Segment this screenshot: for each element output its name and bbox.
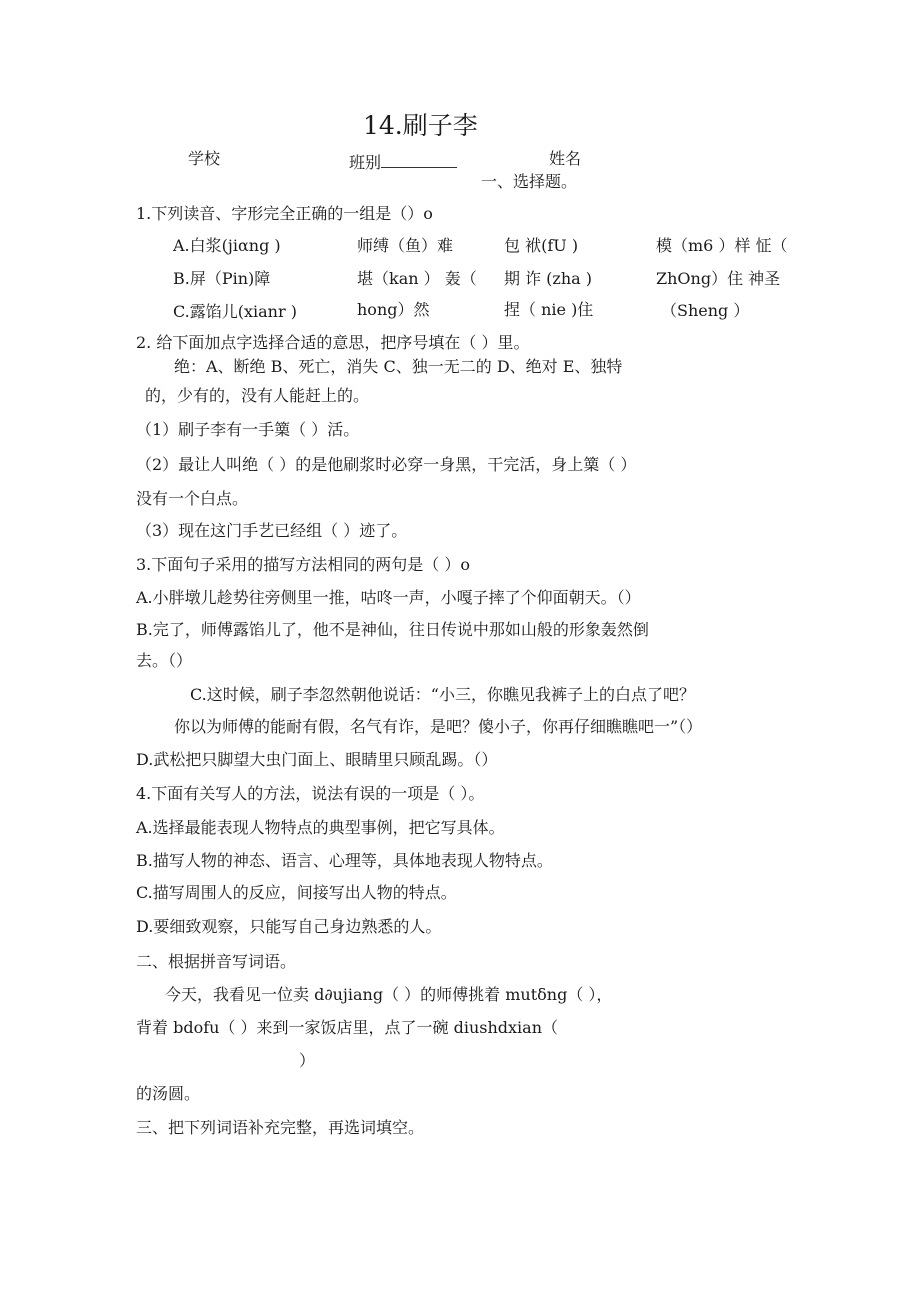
q4-option-a: A.选择最能表现人物特点的典型事例，把它写具体。 xyxy=(136,818,505,837)
q1-stem: 1.下列读音、字形完全正确的一组是（）o xyxy=(136,204,433,223)
q1-option-b-3: 期 诈 (zha ) xyxy=(504,269,593,288)
class-label xyxy=(349,153,457,173)
q1-option-c-1: C.露馅儿(xianr ) xyxy=(173,302,297,321)
q2-sentence-2a: （2）最让人叫绝（ ）的是他刷浆时必穿一身黑，干完活，身上篥（ ） xyxy=(136,455,637,474)
school-label: 学校 xyxy=(188,149,221,168)
section-2-paragraph-line-4: 的汤圆。 xyxy=(136,1084,201,1103)
q1-option-a-4: 模（m6 ）样 怔（ xyxy=(656,236,788,255)
q2-stem: 2. 给下面加点字选择合适的意思，把序号填在（ ）里。 xyxy=(136,333,530,352)
q2-definition-line-1: 绝：A、断绝 B、死亡，消失 C、独一无二的 D、绝对 E、独特 xyxy=(174,357,623,376)
q3-option-b-line-2: 去。（） xyxy=(136,651,193,670)
q3-option-b-line-1: B.完了，师傅露馅儿了，他不是神仙，往日传说中那如山般的形象轰然倒 xyxy=(136,620,649,639)
q1-option-c-2: hong）然 xyxy=(357,300,430,319)
page-title: 14.刷子李 xyxy=(363,111,478,140)
section-2-paragraph-line-3: ） xyxy=(299,1051,316,1070)
class-blank xyxy=(381,153,457,168)
q4-stem: 4.下面有关写人的方法，说法有误的一项是（ ）。 xyxy=(136,784,485,803)
section-2-paragraph-line-1: 今天，我看见一位卖 d∂ujiang（ ）的师傅挑着 mutδng（ ）， xyxy=(165,985,613,1004)
q3-option-a: A.小胖墩儿趁势往旁侧里一推，咕咚一声，小嘎子摔了个仰面朝天。（） xyxy=(136,588,641,607)
q3-option-c-line-2: 你以为师傅的能耐有假，名气有诈，是吧？傻小子，你再仔细瞧瞧吧一”（） xyxy=(174,717,703,736)
section-3-heading: 三、把下列词语补充完整，再选词填空。 xyxy=(136,1118,425,1137)
q1-option-a-1: A.白浆(jiαng ) xyxy=(173,236,281,255)
q3-stem: 3.下面句子采用的描写方法相同的两句是（ ）o xyxy=(136,555,470,574)
class-label-text: 班别 xyxy=(349,153,382,172)
q1-option-c-3: 捏（ nie )住 xyxy=(504,300,594,319)
q3-option-c-line-1: C.这时候，刷子李忽然朝他说话：“小三，你瞧见我裤子上的白点了吧？ xyxy=(190,685,695,704)
section-2-paragraph-line-2: 背着 bdofu（ ）来到一家饭店里，点了一碗 diushdxian（ xyxy=(136,1018,559,1037)
q1-option-c-4: （Sheng ） xyxy=(661,301,750,320)
q1-option-b-1: B.屏（Pin)障 xyxy=(173,269,271,288)
section-2-heading: 二、根据拼音写词语。 xyxy=(136,952,297,971)
q4-option-c: C.描写周围人的反应，间接写出人物的特点。 xyxy=(136,883,457,902)
q2-sentence-2b: 没有一个白点。 xyxy=(136,489,249,508)
q1-option-b-4: ZhOng）住 神圣 xyxy=(656,269,781,288)
name-label: 姓名 xyxy=(549,149,582,168)
q1-option-a-2: 师缚（鱼）难 xyxy=(357,236,454,255)
section-1-heading: 一、选择题。 xyxy=(481,172,578,191)
q1-option-a-3: 包 袱(fU ) xyxy=(504,236,579,255)
q2-definition-line-2: 的，少有的，没有人能赶上的。 xyxy=(145,386,370,405)
q2-sentence-3: （3）现在这门手艺已经组（ ）迹了。 xyxy=(136,521,408,540)
q2-sentence-1: （1）刷子李有一手篥（ ）活。 xyxy=(136,420,360,439)
q4-option-b: B.描写人物的神态、语言、心理等，具体地表现人物特点。 xyxy=(136,851,553,870)
q4-option-d: D.要细致观察，只能写自己身边熟悉的人。 xyxy=(136,917,442,936)
q3-option-d: D.武松把只脚望大虫门面上、眼睛里只顾乱踢。（） xyxy=(136,750,498,769)
q1-option-b-2: 堪（kan ） 轰（ xyxy=(357,269,477,288)
